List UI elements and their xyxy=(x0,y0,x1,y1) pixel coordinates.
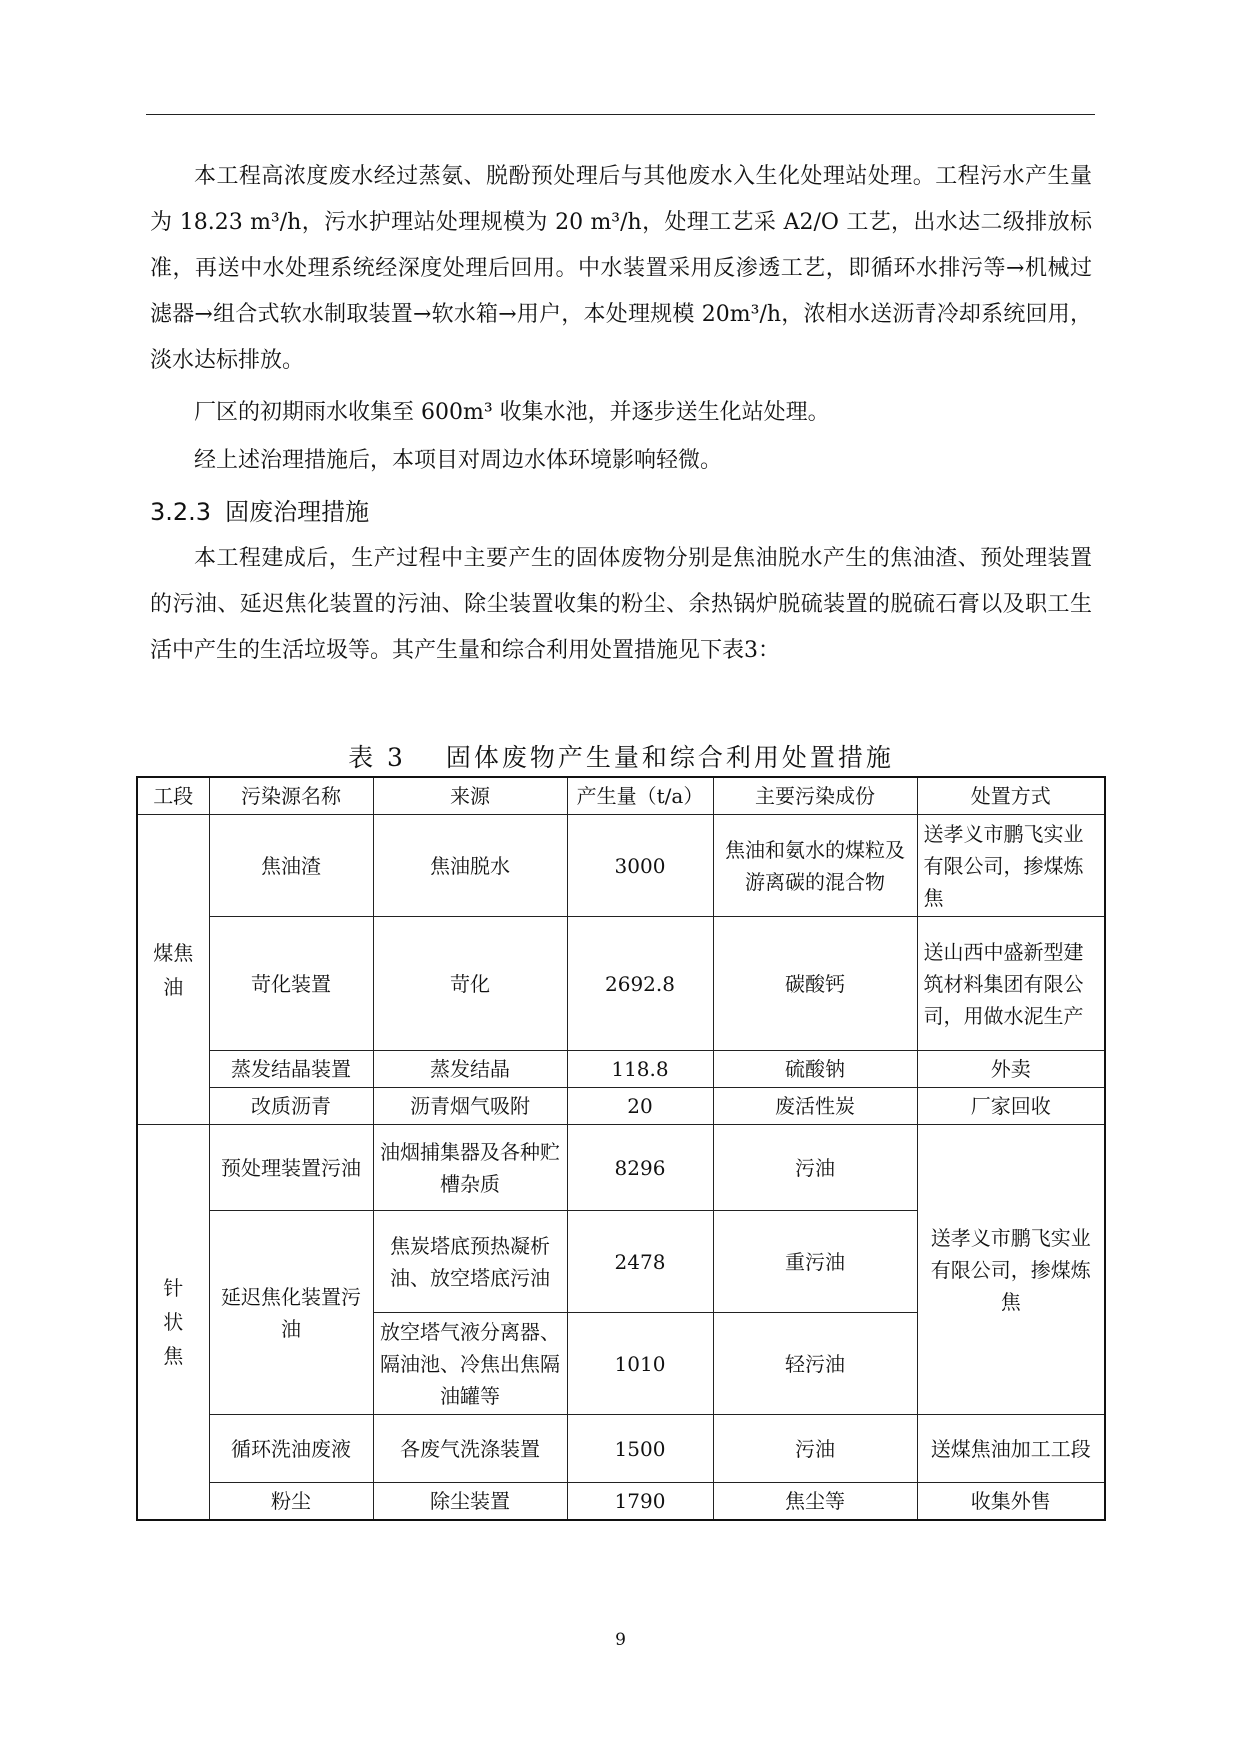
table-row xyxy=(137,1415,1105,1483)
cell-name: 改质沥青 xyxy=(209,1088,373,1125)
cell-source: 各废气洗涤装置 xyxy=(373,1415,567,1483)
header-amount: 产生量（t/a） xyxy=(567,777,713,815)
table-caption xyxy=(136,738,1106,774)
cell-disposal: 送孝义市鹏飞实业有限公司，掺煤炼焦 xyxy=(917,1125,1105,1415)
header-origin: 来源 xyxy=(373,777,567,815)
cell-amount: 1500 xyxy=(567,1415,713,1483)
cell-component: 碳酸钙 xyxy=(713,917,917,1051)
cell-disposal: 送孝义市鹏飞实业有限公司，掺煤炼焦 xyxy=(917,815,1105,917)
paragraph-solid-waste: 本工程建成后，生产过程中主要产生的固体废物分别是焦油脱水产生的焦油渣、预处理装置的污油、延迟焦化装置的污油、除尘装置收集的粉尘、余热锅炉脱硫装置的脱硫石膏以及职工生活中产生的生活垃圾等。其产生量和综合利用处置措施见下表3： xyxy=(150,546,1092,663)
table-row xyxy=(137,1125,1105,1211)
table-caption-title: 固体废物产生量和综合利用处置措施 xyxy=(445,743,894,772)
paragraph-wastewater: 本工程高浓度废水经过蒸氨、脱酚预处理后与其他废水入生化处理站处理。工程污水产生量为 18.23 m³/h，污水护理站处理规模为 20 m³/h，处理工艺采 A2/O 工艺，出水达二级排放标准，再送中水处理系统经深度处理后回用。中水装置采用反渗透工艺，即循环水排污等→机械过滤器→组合式软水制取装置→软水箱→用户，本处理规模 20m³/h，浓相水送沥青冷却系统回用，淡水达标排放。 xyxy=(150,164,1092,373)
table-caption-number: 表 3 xyxy=(348,743,406,772)
paragraph-impact: 经上述治理措施后，本项目对周边水体环境影响轻微。 xyxy=(194,448,723,473)
cell-amount: 20 xyxy=(567,1088,713,1125)
table-row xyxy=(137,815,1105,917)
header-disposal: 处置方式 xyxy=(917,777,1105,815)
table-row xyxy=(137,1051,1105,1088)
section-title: 固废治理措施 xyxy=(225,498,370,526)
cell-component: 硫酸钠 xyxy=(713,1051,917,1088)
cell-amount: 118.8 xyxy=(567,1051,713,1088)
cell-name: 延迟焦化装置污油 xyxy=(209,1211,373,1415)
cell-amount: 2692.8 xyxy=(567,917,713,1051)
cell-name: 焦油渣 xyxy=(209,815,373,917)
cell-name: 苛化装置 xyxy=(209,917,373,1051)
header-component: 主要污染成份 xyxy=(713,777,917,815)
cell-amount: 1790 xyxy=(567,1483,713,1521)
cell-disposal: 厂家回收 xyxy=(917,1088,1105,1125)
table-header-row xyxy=(137,777,1105,815)
table-row xyxy=(137,1088,1105,1125)
cell-component: 污油 xyxy=(713,1125,917,1211)
header-source-name: 污染源名称 xyxy=(209,777,373,815)
cell-component: 污油 xyxy=(713,1415,917,1483)
header-section: 工段 xyxy=(137,777,209,815)
cell-component: 焦尘等 xyxy=(713,1483,917,1521)
cell-source: 焦油脱水 xyxy=(373,815,567,917)
cell-component: 废活性炭 xyxy=(713,1088,917,1125)
header-rule xyxy=(146,114,1095,115)
cell-disposal: 送煤焦油加工工段 xyxy=(917,1415,1105,1483)
cell-amount: 8296 xyxy=(567,1125,713,1211)
paragraph-rainwater: 厂区的初期雨水收集至 600m³ 收集水池，并逐步送生化站处理。 xyxy=(194,400,830,425)
cell-source: 沥青烟气吸附 xyxy=(373,1088,567,1125)
cell-source: 蒸发结晶 xyxy=(373,1051,567,1088)
group-coal-tar: 煤焦油 xyxy=(137,815,209,1125)
cell-name: 预处理装置污油 xyxy=(209,1125,373,1211)
cell-name: 蒸发结晶装置 xyxy=(209,1051,373,1088)
table-row xyxy=(137,1483,1105,1521)
cell-amount: 1010 xyxy=(567,1313,713,1415)
cell-amount: 2478 xyxy=(567,1211,713,1313)
solid-waste-table xyxy=(136,776,1106,1521)
cell-component: 轻污油 xyxy=(713,1313,917,1415)
cell-name: 粉尘 xyxy=(209,1483,373,1521)
section-number: 3.2.3 xyxy=(150,498,212,526)
cell-component: 重污油 xyxy=(713,1211,917,1313)
cell-disposal: 收集外售 xyxy=(917,1483,1105,1521)
page-number: 9 xyxy=(615,1630,626,1650)
cell-source: 油烟捕集器及各种贮槽杂质 xyxy=(373,1125,567,1211)
table-row xyxy=(137,917,1105,1051)
cell-amount: 3000 xyxy=(567,815,713,917)
cell-name: 循环洗油废液 xyxy=(209,1415,373,1483)
cell-source: 苛化 xyxy=(373,917,567,1051)
section-heading xyxy=(150,492,369,527)
cell-source: 放空塔气液分离器、隔油池、冷焦出焦隔油罐等 xyxy=(373,1313,567,1415)
cell-disposal: 外卖 xyxy=(917,1051,1105,1088)
cell-source: 焦炭塔底预热凝析油、放空塔底污油 xyxy=(373,1211,567,1313)
cell-source: 除尘装置 xyxy=(373,1483,567,1521)
cell-disposal: 送山西中盛新型建筑材料集团有限公司，用做水泥生产 xyxy=(917,917,1105,1051)
cell-component: 焦油和氨水的煤粒及游离碳的混合物 xyxy=(713,815,917,917)
group-needle-coke: 针状焦 xyxy=(137,1125,209,1521)
